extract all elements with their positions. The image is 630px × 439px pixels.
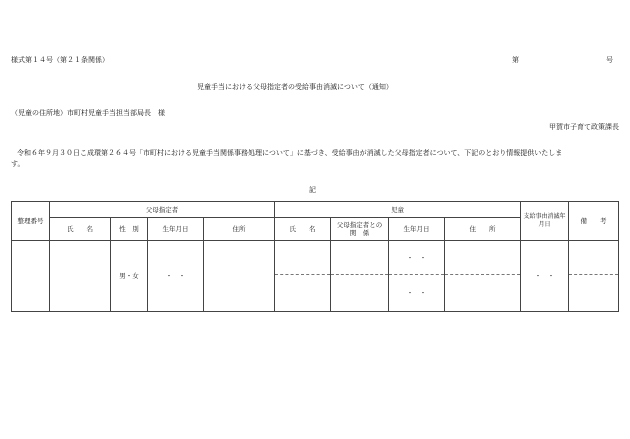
header-remarks: 備 考 — [569, 202, 619, 241]
header-child-group: 児童 — [275, 202, 521, 218]
addressee: 市町村児童手当担当部局長 様 — [67, 109, 165, 117]
cell-loss-date[interactable]: ・ ・ — [521, 241, 569, 312]
cell-parent-birth[interactable]: ・ ・ — [148, 241, 204, 312]
cell-child-name-2[interactable] — [275, 275, 331, 312]
document-title: 児童手当における父母指定者の受給事由消滅について（通知） — [197, 83, 393, 91]
cell-parent-name[interactable] — [50, 241, 111, 312]
body-line-2: す。 — [11, 160, 25, 168]
cell-parent-sex[interactable]: 男・女 — [111, 241, 148, 312]
ki-heading: 記 — [309, 186, 316, 194]
report-table — [11, 201, 619, 312]
header-parent-group: 父母指定者 — [50, 202, 275, 218]
cell-child-name-1[interactable] — [275, 241, 331, 275]
header-parent-name: 氏 名 — [50, 218, 111, 241]
header-parent-birth: 生年月日 — [148, 218, 204, 241]
header-parent-address: 住所 — [204, 218, 275, 241]
header-loss-date: 支給事由消滅年月日 — [521, 202, 569, 241]
cell-child-relation-1[interactable] — [331, 241, 389, 275]
cell-parent-address[interactable] — [204, 241, 275, 312]
header-child-relation: 父母指定者との 関 係 — [331, 218, 389, 241]
cell-child-birth-2[interactable]: ・ ・ — [389, 275, 445, 312]
cell-seiri[interactable] — [12, 241, 50, 312]
header-parent-sex: 性 別 — [111, 218, 148, 241]
addressee-line — [11, 109, 165, 118]
addressee-prefix: （児童の住所地） — [11, 109, 67, 117]
body-line-1: 令和６年９月３０日こ成環第２６４号「市町村における児童手当関係事務処理について」に基づき、受給事由が消滅した父母指定者について、下記のとおり情報提供いたしま — [17, 149, 563, 157]
cell-child-birth-1[interactable]: ・ ・ — [389, 241, 445, 275]
cell-remarks-2[interactable] — [569, 275, 619, 312]
cell-child-relation-2[interactable] — [331, 275, 389, 312]
sender: 甲賀市子育て政策課長 — [549, 123, 619, 131]
header-seiri-bango: 整理番号 — [12, 202, 50, 241]
number-dai: 第 — [512, 56, 519, 64]
form-style-number: 様式第１４号（第２１条関係） — [11, 56, 109, 64]
header-child-name: 氏 名 — [275, 218, 331, 241]
cell-child-address-2[interactable] — [445, 275, 521, 312]
header-child-birth: 生年月日 — [389, 218, 445, 241]
cell-remarks-1[interactable] — [569, 241, 619, 275]
cell-child-address-1[interactable] — [445, 241, 521, 275]
number-go: 号 — [606, 56, 613, 64]
header-child-address: 住 所 — [445, 218, 521, 241]
